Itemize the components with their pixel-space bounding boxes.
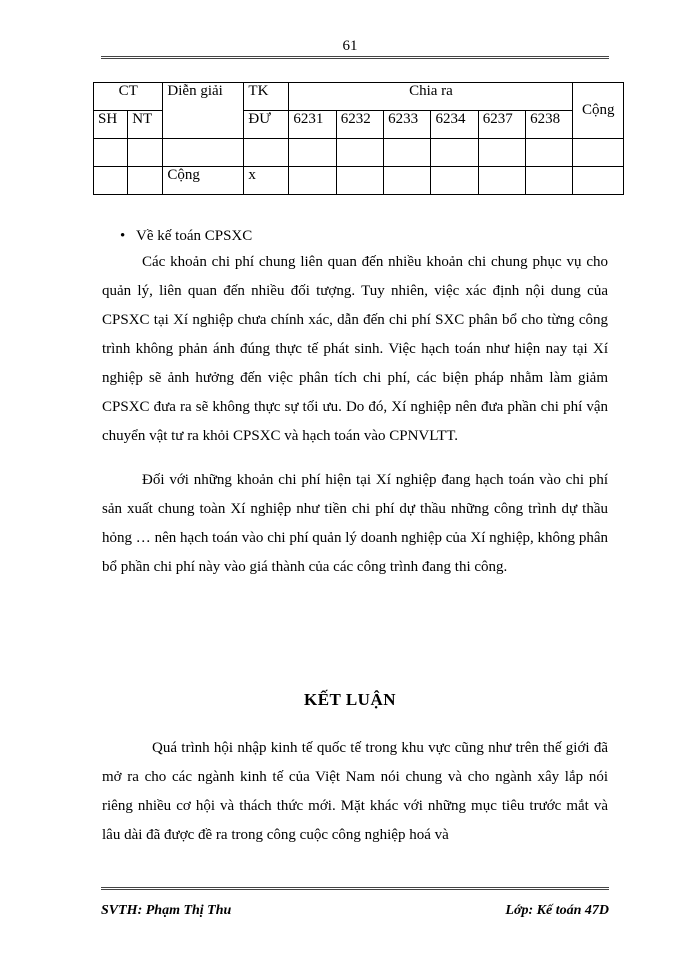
table-cell bbox=[526, 139, 573, 167]
table-total-row bbox=[94, 167, 624, 195]
header-tk: TK bbox=[244, 83, 289, 111]
table-cell bbox=[526, 167, 573, 195]
table-cell bbox=[573, 139, 624, 167]
table-cell bbox=[384, 167, 431, 195]
bullet-icon: • bbox=[120, 228, 126, 244]
cost-allocation-table bbox=[93, 82, 624, 195]
paragraph-ket-luan: Quá trình hội nhập kinh tế quốc tế trong khu vực cũng như trên thế giới đã mở ra cho các ngành kinh tế của Việt Nam nói chung và cho ngành xây lắp nói riêng nhiều cơ hội và thách thức mới. Mặt khác với những mục tiêu trước mắt và lâu dài đã được đề ra trong công cuộc công nghiệp hoá và bbox=[102, 740, 608, 843]
table-cell bbox=[128, 139, 163, 167]
header-nt: NT bbox=[128, 111, 163, 139]
table-cell bbox=[94, 139, 128, 167]
table-cell bbox=[478, 167, 525, 195]
footer-student: SVTH: Phạm Thị Thu bbox=[101, 903, 232, 918]
table-header-row-1 bbox=[94, 83, 624, 111]
table-cell bbox=[336, 167, 383, 195]
page-number: 61 bbox=[342, 38, 358, 54]
table-cell bbox=[289, 139, 336, 167]
header-du: ĐƯ bbox=[244, 111, 289, 139]
header-account: 6234 bbox=[431, 111, 478, 139]
table-cell bbox=[384, 139, 431, 167]
header-dien-giai: Diễn giải bbox=[163, 83, 244, 139]
footer-class: Lớp: Kế toán 47D bbox=[505, 903, 609, 918]
header-account: 6232 bbox=[336, 111, 383, 139]
table-cell bbox=[244, 139, 289, 167]
table-cell bbox=[128, 167, 163, 195]
bullet-heading bbox=[120, 228, 252, 245]
table-cell bbox=[336, 139, 383, 167]
paragraph-cpsxc: Các khoản chi phí chung liên quan đến nhiều khoản chi chung phục vụ cho quản lý, liên quan đến nhiều đối tượng. Tuy nhiên, việc xác định nội dung của CPSXC tại Xí nghiệp chưa chính xác, dẫn đến chi phí SXC phân bổ cho từng công trình không phản ánh đúng thực tế phát sinh. Việc hạch toán như hiện nay tại Xí nghiệp sẽ ảnh hưởng đến việc phân tích chi phí, các biện pháp nhằm làm giảm CPSXC đưa ra sẽ không thực sự tối ưu. Do đó, Xí nghiệp nên đưa phần chi phí vận chuyển vật tư ra khỏi CPSXC và hạch toán vào CPNVLTT. bbox=[102, 254, 608, 444]
header-chia-ra: Chia ra bbox=[289, 83, 573, 111]
header-sh: SH bbox=[94, 111, 128, 139]
bullet-text: Về kế toán CPSXC bbox=[136, 228, 253, 244]
table-cell bbox=[573, 167, 624, 195]
section-title: KẾT LUẬN bbox=[303, 690, 396, 709]
header-account: 6231 bbox=[289, 111, 336, 139]
header-account: 6233 bbox=[384, 111, 431, 139]
table-cell bbox=[163, 139, 244, 167]
header-account: 6238 bbox=[526, 111, 573, 139]
total-label: Cộng bbox=[163, 167, 244, 195]
table-cell bbox=[431, 139, 478, 167]
total-tk: x bbox=[244, 167, 289, 195]
header-ct: CT bbox=[94, 83, 163, 111]
header-account: 6237 bbox=[478, 111, 525, 139]
table-cell bbox=[431, 167, 478, 195]
paragraph-chi-phi: Đối với những khoản chi phí hiện tại Xí nghiệp đang hạch toán vào chi phí sản xuất chung toàn Xí nghiệp như tiền chi phí dự thầu những công trình dự thầu hỏng … nên hạch toán vào chi phí quản lý doanh nghiệp của Xí nghiệp, không phân bổ phần chi phí này vào giá thành của các công trình đang thi công. bbox=[102, 472, 608, 575]
header-rule bbox=[101, 56, 609, 61]
header-cong: Cộng bbox=[573, 83, 624, 139]
footer-rule bbox=[101, 887, 609, 892]
table-cell bbox=[478, 139, 525, 167]
table-cell bbox=[289, 167, 336, 195]
table-cell bbox=[94, 167, 128, 195]
table-empty-row bbox=[94, 139, 624, 167]
